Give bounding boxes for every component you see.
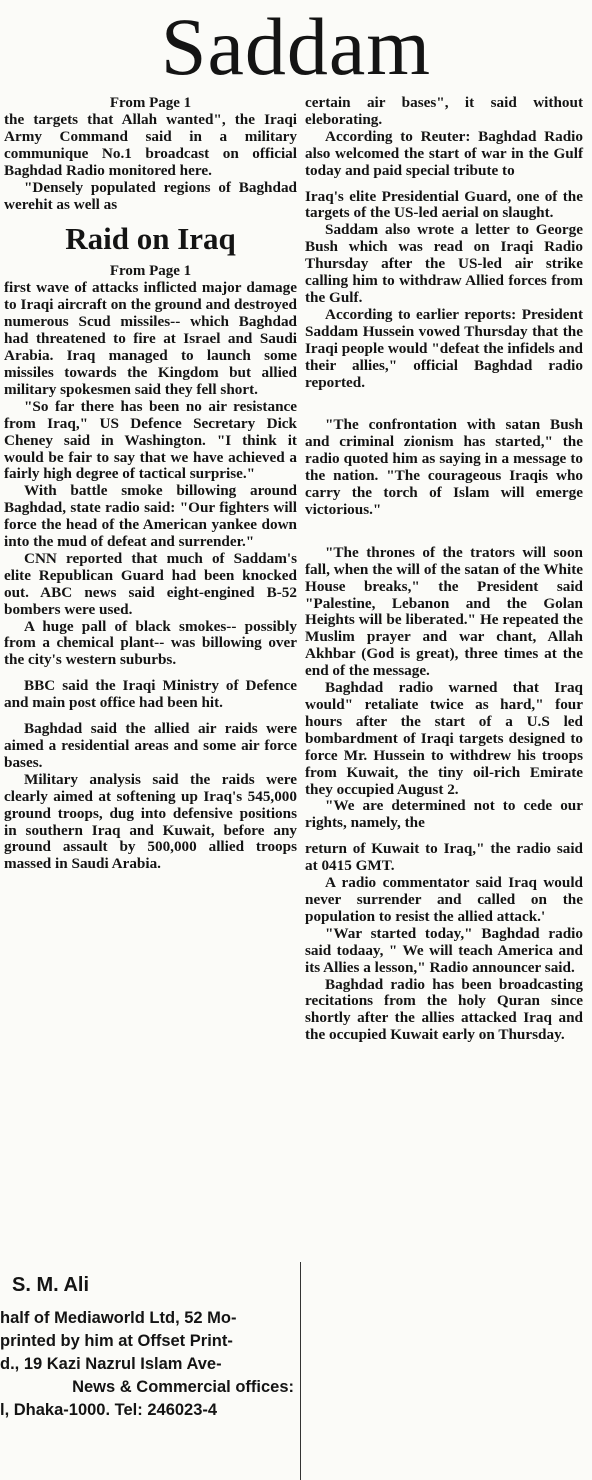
paragraph: Iraq's elite Presidential Guard, one of the targets of the US-led aerial on slaught. (305, 187, 583, 222)
paragraph: Military analysis said the raids were clearly aimed at softening up Iraq's 545,000 ground troops, dug into defensive positions in southern Iraq and Kuwait, before any ground assault by 500,000 allied troops massed in Saudi Arabia. (4, 770, 297, 873)
paragraph: "War started today," Baghdad radio said todaay, " We will teach America and its Allies a lesson," Radio announcer said. (305, 924, 583, 976)
paragraph: A radio commentator said Iraq would never surrender and called on the population to resist the allied attack.' (305, 874, 583, 925)
from-page-label: From Page 1 (109, 263, 192, 280)
paragraph: "The confrontation with satan Bush and criminal zionism has started," the radio quoted him as saying in a message to the nation. "The courageous Iraqis who carry the torch of Islam will emerge victorious." (305, 416, 583, 518)
imprint-line: half of Mediaworld Ltd, 52 Mo- (0, 1309, 237, 1327)
paragraph: Baghdad said the allied air raids were aimed a residential areas and some air force bases. (4, 720, 297, 771)
headline: Saddam (160, 1, 432, 92)
paragraph: BBC said the Iraqi Ministry of Defence and main post office had been hit. (4, 677, 297, 712)
paragraph: "So far there has been no air resistance from Iraq," US Defence Secretary Dick Cheney said in Washington. "I think it would be fair to say that we have achieved a fairly high degree of tactical surprise." (4, 397, 297, 483)
subheadline: Raid on Iraq (65, 221, 236, 257)
paragraph: "We are determined not to cede our rights, namely, the (305, 797, 583, 832)
imprint-line: printed by him at Offset Print- (0, 1332, 233, 1350)
right-column (305, 95, 583, 1044)
paragraph: return of Kuwait to Iraq," the radio said at 0415 GMT. (305, 840, 583, 875)
column-divider (300, 1262, 301, 1480)
paragraph: Baghdad radio has been broadcasting recitations from the holy Quran since shortly after the allies attacked Iraq and the occupied Kuwait early on Thursday. (305, 975, 583, 1044)
paragraph: According to Reuter: Baghdad Radio also welcomed the start of war in the Gulf today and paid special tribute to (305, 127, 583, 179)
paragraph: Saddam also wrote a letter to George Bush which was read on Iraqi Radio Thursday after the US-led air strike calling him to withdraw Allied forces from the Gulf. (305, 221, 583, 306)
left-column (4, 95, 297, 873)
imprint-line: l, Dhaka-1000. Tel: 246023-4 (0, 1401, 218, 1419)
paragraph: CNN reported that much of Saddam's elite Republican Guard had been knocked out. ABC news said eight-engined B-52 bombers were used. (4, 549, 297, 618)
imprint-line: News & Commercial offices: (72, 1378, 294, 1396)
paragraph: With battle smoke billowing around Baghdad, state radio said: "Our fighters will force the head of the American yankee down into the mud of defeat and surrender." (4, 482, 297, 551)
paragraph: "The thrones of the trators will soon fall, when the will of the satan of the White House breaks," the President said "Palestine, Lebanon and the Golan Heights will be liberated." He repeated the Muslim prayer and war chant, Allah Akhbar (God is great), three times at the end of the message. (305, 543, 583, 680)
paragraph: certain air bases", it said without eleborating. (305, 94, 583, 128)
paragraph: According to earlier reports: President Saddam Hussein vowed Thursday that the Iraqi people would "defeat the infidels and their allies," official Baghdad radio reported. (305, 305, 583, 391)
paragraph: the targets that Allah wanted", the Iraqi Army Command said in a military communique No.1 broadcast on official Baghdad Radio monitored here. (4, 111, 297, 179)
paragraph: Baghdad radio warned that Iraq would" retaliate twice as hard," four hours after the start of a U.S led bombardment of Iraqi targets designed to force Mr. Hussein to withdrew his troops from Kuwait, the tiny oil-rich Emirate they occupied August 2. (305, 679, 583, 798)
publisher-name: S. M. Ali (12, 1274, 90, 1296)
paragraph: A huge pall of black smokes-- possibly from a chemical plant-- was billowing over the city's western suburbs. (4, 617, 297, 669)
paragraph: "Densely populated regions of Baghdad werehit as well as (4, 178, 297, 213)
imprint-block (0, 1272, 296, 1422)
imprint-line: d., 19 Kazi Nazrul Islam Ave- (0, 1355, 222, 1373)
from-page-label: From Page 1 (109, 95, 192, 111)
paragraph: first wave of attacks inflicted major damage to Iraqi aircraft on the ground and destroyed numerous Scud missiles-- which Baghdad had threatened to fire at Israel and Saudi Arabia. Iraq managed to launch some missiles towards the Kingdom but allied military spokesmen said they fell short. (4, 279, 297, 398)
